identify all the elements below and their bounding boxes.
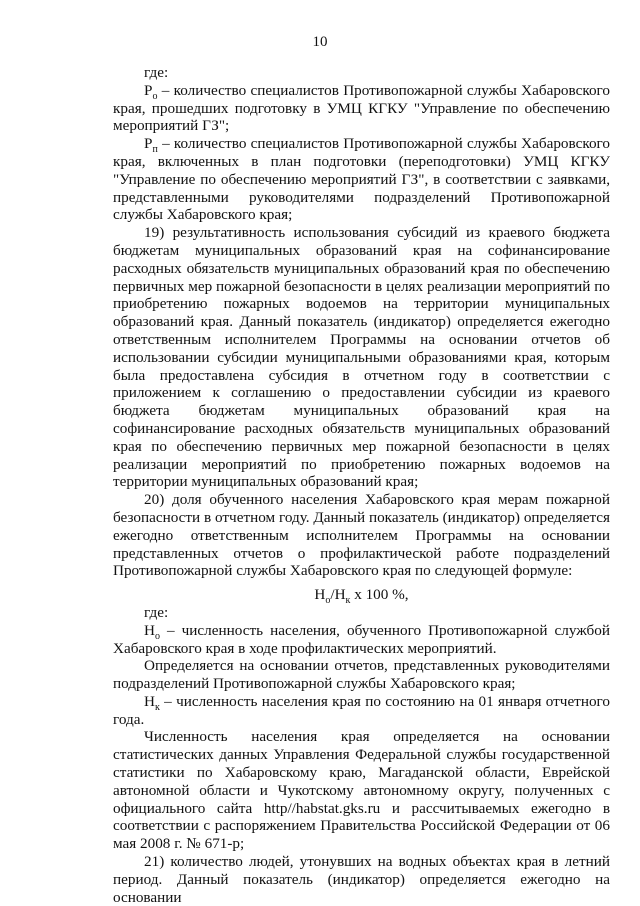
page-number: 10 [312, 34, 328, 50]
paragraph: 20) доля обученного населения Хабаровского края мерам пожарной безопасности в отчетном году. Данный показатель (индикатор) определяется ежегодно ответственным исполнителем Программы на основании представленных отчетов о профилактической работе подразделений Противопожарной службы Хабаровского края по следующей формуле: [113, 491, 610, 580]
paragraph: $Р_п$ – количество специалистов Противопожарной службы Хабаровского края, включенных в план подготовки (переподготовки) УМЦ КГКУ "Управление по обеспечению мероприятий ГЗ", в соответствии с заявками, представленными руководителями подразделений Противопожарной службы Хабаровского края; [113, 135, 610, 224]
paragraph: Численность населения края определяется на основании статистических данных Управления Федеральной службы государственной статистики по Хабаровскому краю, Магаданской области, Еврейской автономной области и Чукотскому автономному округу, полученных с официального сайта http//habstat.gks.ru и рассчитываемых ежегодно в соответствии с распоряжением Правительства Российской Федерации от 06 мая 2008 г. № 671-р; [113, 728, 610, 853]
document-body [113, 64, 610, 906]
paragraph: 21) количество людей, утонувших на водных объектах края в летний период. Данный показатель (индикатор) определяется ежегодно на основании [113, 853, 610, 906]
paragraph: $Р_о$ – количество специалистов Противопожарной службы Хабаровского края, прошедших подготовку в УМЦ КГКУ "Управление по обеспечению мероприятий ГЗ"; [113, 81, 610, 135]
paragraph: где: [144, 603, 169, 621]
paragraph: $Н_к$ – численность населения края по состоянию на 01 января отчетного года. [113, 692, 610, 728]
paragraph: $Н_о$ – численность населения, обученного Противопожарной службой Хабаровского края в ходе профилактических мероприятий. [113, 621, 610, 657]
paragraph: где: [144, 64, 169, 81]
paragraph: 19) результативность использования субсидий из краевого бюджета бюджетам муниципальных образований края на софинансирование расходных обязательств муниципальных образований края по обеспечению первичных мер пожарной безопасности в целях реализации мероприятий по приобретению пожарных водоемов на территории муниципальных образований края. Данный показатель (индикатор) определяется ежегодно ответственным исполнителем Программы на основании отчетов об использовании субсидии муниципальными образованиями края, которым была предоставлена субсидия в отчетном году в соответствии с приложением к соглашению о предоставлении субсидии из краевого бюджета бюджетам муниципальных образований края на софинансирование расходных обязательств муниципальных образований края по обеспечению первичных мер пожарной безопасности в целях реализации мероприятий по приобретению пожарных водоемов на территории муниципальных образований края; [113, 224, 610, 491]
formula: $Н_о/Н_к$ х 100 %, [314, 586, 409, 607]
paragraph: Определяется на основании отчетов, представленных руководителями подразделений Противопожарной службы Хабаровского края; [113, 657, 610, 693]
